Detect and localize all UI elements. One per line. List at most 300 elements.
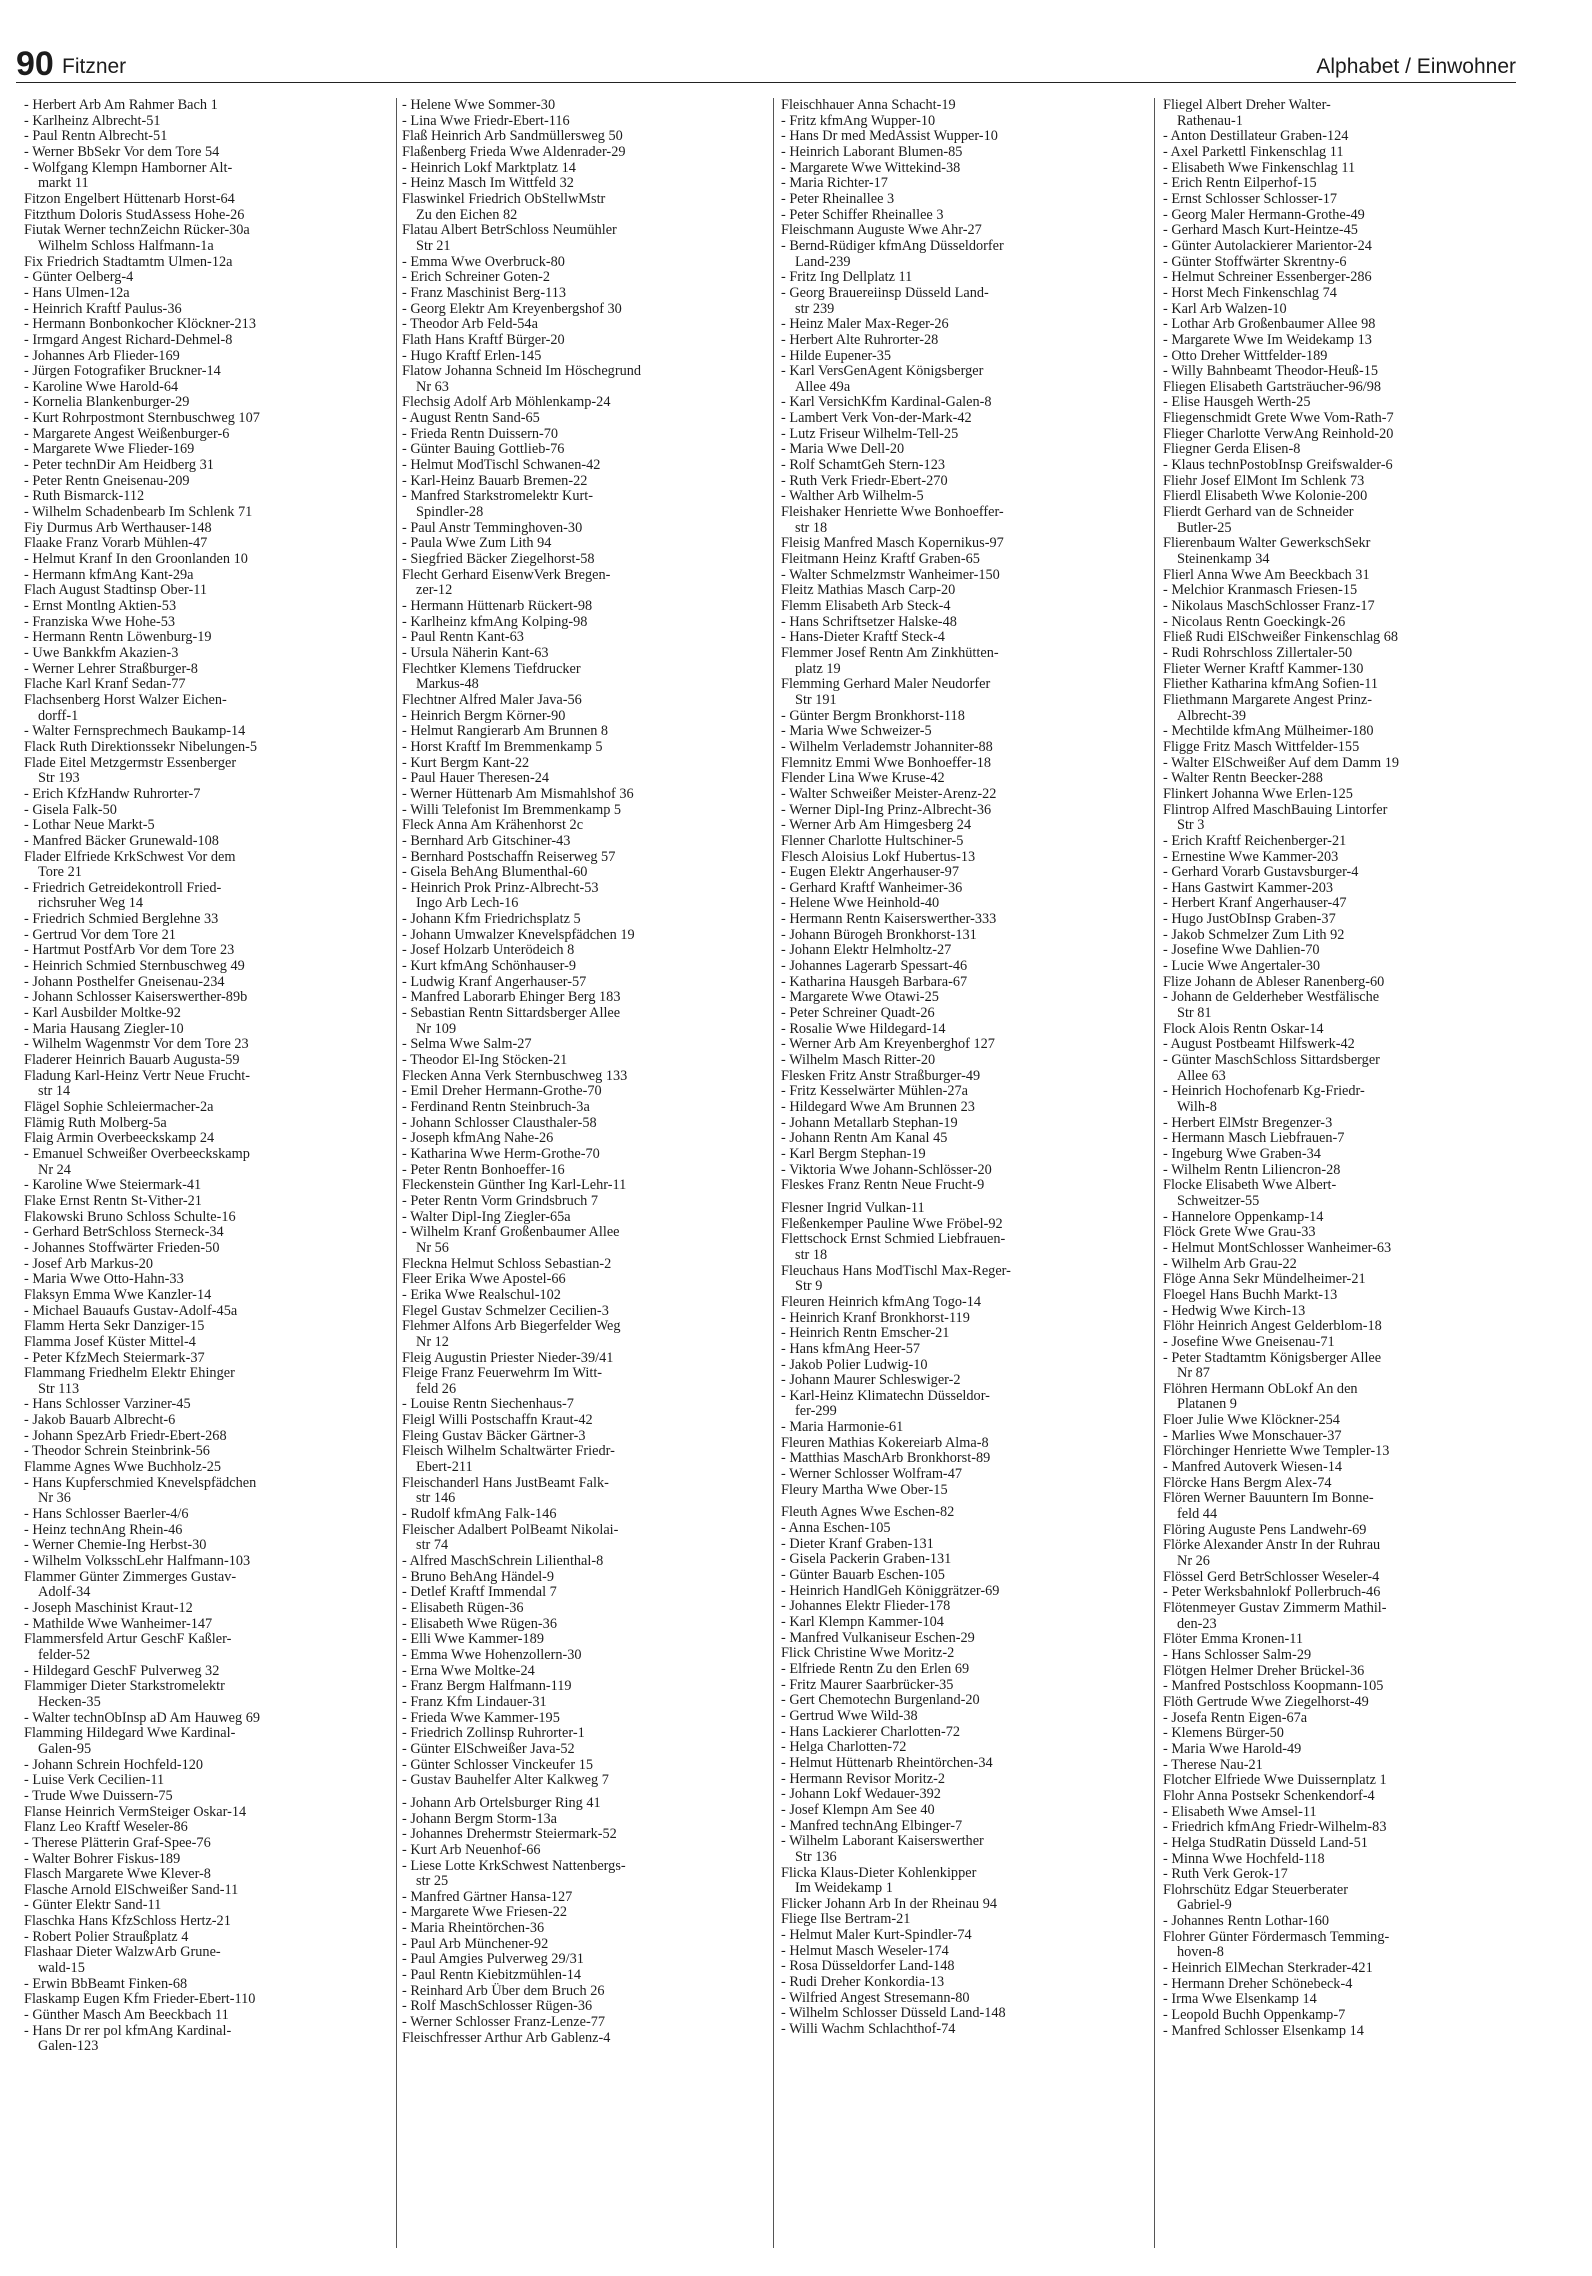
- directory-entry-line: Fliegenschmidt Grete Wwe Vom-Rath-7: [1163, 410, 1394, 427]
- directory-entry-line: Flämig Ruth Molberg-5a: [24, 1114, 167, 1131]
- directory-entry-line: - Elfriede Rentn Zu den Erlen 69: [781, 1660, 970, 1677]
- directory-entry-line: - Heinrich ElMechan Sterkrader-421: [1163, 1960, 1373, 1977]
- directory-entry-line: - Paul Rentn Albrecht-51: [24, 128, 168, 145]
- directory-entry-line: Steinenkamp 34: [1177, 551, 1270, 568]
- directory-entry-line: - Gerhard BetrSchloss Sterneck-34: [24, 1224, 224, 1241]
- directory-entry-line: - Erwin BbBeamt Finken-68: [24, 1975, 188, 1992]
- directory-entry-line: - Maria Wwe Otto-Hahn-33: [24, 1271, 184, 1288]
- directory-entry-line: - Nikolaus MaschSchlosser Franz-17: [1163, 598, 1375, 614]
- directory-entry-line: - Heinz Maler Max-Reger-26: [781, 316, 949, 333]
- directory-entry-line: - Gustav Bauhelfer Alter Kalkweg 7: [402, 1772, 609, 1789]
- directory-entry-line: - Klemens Bürger-50: [1163, 1725, 1284, 1742]
- directory-entry-line: - Johann Schlosser Clausthaler-58: [402, 1114, 597, 1131]
- directory-entry-line: - Johann Arb Ortelsburger Ring 41: [402, 1794, 601, 1811]
- directory-entry-line: - Uwe Bankkfm Akazien-3: [24, 644, 179, 661]
- directory-entry-line: Fleishaker Henriette Wwe Bonhoeffer-: [781, 504, 1004, 521]
- directory-entry-line: - Jakob Polier Ludwig-10: [781, 1356, 928, 1373]
- directory-entry-line: Nr 56: [416, 1239, 449, 1256]
- directory-entry-line: Fleskes Franz Rentn Neue Frucht-9: [781, 1177, 985, 1194]
- directory-entry-line: - Johann Bergm Storm-13a: [402, 1810, 557, 1827]
- directory-entry-line: Str 136: [795, 1848, 837, 1865]
- directory-entry-line: Flierdt Gerhard van de Schneider: [1163, 504, 1354, 521]
- directory-entry-line: - Reinhard Arb Über dem Bruch 26: [402, 1982, 605, 1999]
- directory-entry-line: - Johann Bürogeh Bronkhorst-131: [781, 926, 977, 943]
- directory-entry-line: - Melchior Kranmasch Friesen-15: [1163, 582, 1358, 599]
- directory-entry-line: - Ferdinand Rentn Steinbruch-3a: [402, 1099, 590, 1115]
- directory-entry-line: zer-12: [416, 582, 453, 599]
- directory-entry-line: Nr 63: [416, 378, 449, 395]
- directory-entry-line: - Werner Schlosser Franz-Lenze-77: [402, 2014, 606, 2031]
- directory-entry-line: - Ruth Bismarck-112: [24, 488, 145, 505]
- directory-entry-line: feld 44: [1177, 1506, 1218, 1523]
- directory-entry-line: Fleisch Wilhelm Schaltwärter Friedr-: [402, 1443, 615, 1460]
- directory-entry-line: - Paul Amgies Pulverweg 29/31: [402, 1951, 584, 1968]
- directory-entry-line: - Johannes Drehermstr Steiermark-52: [402, 1826, 617, 1843]
- directory-entry-line: - Hans Schriftsetzer Halske-48: [781, 613, 957, 630]
- directory-entry-line: - Hildegard Wwe Am Brunnen 23: [781, 1099, 975, 1115]
- directory-entry-line: - Friedrich Zollinsp Ruhrorter-1: [402, 1725, 585, 1742]
- directory-entry-line: - Peter Schreiner Quadt-26: [781, 1005, 935, 1022]
- directory-entry-line: - Johann Metallarb Stephan-19: [781, 1114, 958, 1131]
- directory-entry-line: - Fritz kfmAng Wupper-10: [781, 112, 936, 129]
- directory-entry-line: - Willi Wachm Schlachthof-74: [781, 2021, 956, 2038]
- directory-entry-line: - Hans Schlosser Salm-29: [1163, 1646, 1312, 1663]
- directory-entry-line: - Dieter Kranf Graben-131: [781, 1535, 934, 1552]
- directory-entry-line: Str 9: [795, 1278, 823, 1295]
- directory-column-3: [781, 98, 1147, 2248]
- directory-entry-line: - Karlheinz Albrecht-51: [24, 112, 161, 129]
- directory-entry-line: - Johann Kfm Friedrichsplatz 5: [402, 911, 581, 928]
- directory-entry-line: - Mathilde Wwe Wanheimer-147: [24, 1615, 213, 1632]
- directory-entry-line: Fiy Durmus Arb Werthauser-148: [24, 519, 212, 536]
- directory-entry-line: - Theodor Schrein Steinbrink-56: [24, 1443, 210, 1460]
- directory-entry-line: - Günther Masch Am Beeckbach 11: [24, 2007, 229, 2024]
- directory-entry-line: den-23: [1177, 1615, 1217, 1632]
- directory-entry-line: Flörke Alexander Anstr In der Ruhrau: [1163, 1537, 1381, 1554]
- directory-entry-line: - Klaus technPostobInsp Greifswalder-6: [1163, 457, 1393, 474]
- directory-entry-line: - Werner Dipl-Ing Prinz-Albrecht-36: [781, 801, 992, 818]
- directory-entry-line: - Kurt Bergm Kant-22: [402, 754, 530, 771]
- directory-entry-line: - Günter Bergm Bronkhorst-118: [781, 707, 965, 724]
- directory-entry-line: Flaßenberg Frieda Wwe Aldenrader-29: [402, 143, 626, 160]
- directory-entry-line: - Therese Nau-21: [1163, 1756, 1263, 1773]
- directory-entry-line: - Manfred Vulkaniseur Eschen-29: [781, 1629, 975, 1646]
- directory-entry-line: - Horst Kraftf Im Bremmenkamp 5: [402, 738, 603, 755]
- directory-entry-line: - Georg Brauereiinsp Düsseld Land-: [781, 284, 989, 301]
- directory-entry-line: - Hans Schlosser Varziner-45: [24, 1396, 191, 1413]
- column-divider: [1154, 98, 1155, 2248]
- directory-entry-line: - Friedrich Schmied Berglehne 33: [24, 911, 219, 928]
- directory-entry-line: - Siegfried Bäcker Ziegelhorst-58: [402, 551, 595, 568]
- directory-entry-line: - Jakob Bauarb Albrecht-6: [24, 1412, 176, 1429]
- directory-entry-line: Fladung Karl-Heinz Vertr Neue Frucht-: [24, 1067, 251, 1084]
- directory-entry-line: Flader Elfriede KrkSchwest Vor dem: [24, 848, 236, 865]
- directory-entry-line: Flöring Auguste Pens Landwehr-69: [1163, 1521, 1367, 1538]
- directory-entry-line: Flörchinger Henriette Wwe Templer-13: [1163, 1443, 1390, 1460]
- directory-entry-line: - Fritz Kesselwärter Mühlen-27a: [781, 1083, 968, 1100]
- directory-entry-line: Flechsig Adolf Arb Möhlenkamp-24: [402, 394, 611, 411]
- directory-entry-line: - Hans Lackierer Charlotten-72: [781, 1723, 961, 1740]
- directory-entry-line: - Helene Wwe Heinhold-40: [781, 895, 940, 912]
- directory-entry-line: - Manfred Autoverk Wiesen-14: [1163, 1459, 1343, 1476]
- directory-entry-line: - Helga StudRatin Düsseld Land-51: [1163, 1834, 1368, 1851]
- directory-entry-line: - Günter MaschSchloss Sittardsberger: [1163, 1052, 1380, 1069]
- directory-entry-line: - Karl Arb Walzen-10: [1163, 300, 1287, 317]
- directory-entry-line: Land-239: [795, 253, 851, 270]
- directory-entry-line: - Helmut ModTischl Schwanen-42: [402, 457, 601, 474]
- directory-entry-line: Flinkert Johanna Wwe Erlen-125: [1163, 785, 1353, 802]
- directory-entry-line: - Johann SpezArb Friedr-Ebert-268: [24, 1427, 227, 1444]
- directory-entry-line: Flaksyn Emma Wwe Kanzler-14: [24, 1286, 212, 1303]
- directory-entry-line: - Lothar Neue Markt-5: [24, 817, 155, 834]
- directory-entry-line: hoven-8: [1177, 1944, 1224, 1961]
- directory-entry-line: - Johann Maurer Schleswiger-2: [781, 1372, 961, 1389]
- directory-entry-line: Flasche Arnold ElSchweißer Sand-11: [24, 1881, 239, 1898]
- directory-entry-line: - Walter Dipl-Ing Ziegler-65a: [402, 1208, 571, 1225]
- directory-entry-line: - Georg Maler Hermann-Grothe-49: [1163, 206, 1365, 223]
- directory-entry-line: Fleitmann Heinz Kraftf Graben-65: [781, 551, 980, 568]
- directory-entry-line: Flach August Stadtinsp Ober-11: [24, 582, 208, 599]
- directory-entry-line: Flenner Charlotte Hultschiner-5: [781, 832, 964, 849]
- directory-entry-line: - Hans kfmAng Heer-57: [781, 1340, 921, 1357]
- directory-entry-line: - Margarete Wwe Flieder-169: [24, 441, 195, 458]
- directory-entry-line: - Erich Rentn Eilperhof-15: [1163, 175, 1317, 192]
- directory-entry-line: Fleischmann Auguste Wwe Ahr-27: [781, 222, 982, 239]
- directory-entry-line: Flöth Gertrude Wwe Ziegelhorst-49: [1163, 1693, 1369, 1710]
- directory-entry-line: - Werner Chemie-Ing Herbst-30: [24, 1537, 207, 1554]
- directory-entry-line: - Minna Wwe Hochfeld-118: [1163, 1850, 1325, 1867]
- directory-entry-line: Flintrop Alfred MaschBauing Lintorfer: [1163, 801, 1388, 818]
- directory-entry-line: Flotcher Elfriede Wwe Duissernplatz 1: [1163, 1772, 1387, 1789]
- directory-entry-line: - Bernhard Arb Gitschiner-43: [402, 832, 571, 849]
- directory-entry-line: - Rudi Rohrschloss Zillertaler-50: [1163, 644, 1353, 661]
- directory-entry-line: - Robert Polier Straußplatz 4: [24, 1928, 189, 1945]
- directory-entry-line: - Elisabeth Rügen-36: [402, 1600, 524, 1616]
- directory-entry-line: - Ruth Verk Gerok-17: [1163, 1866, 1288, 1883]
- directory-entry-line: - Eugen Elektr Angerhauser-97: [781, 864, 959, 881]
- directory-entry-line: Flammiger Dieter Starkstromelektr: [24, 1678, 225, 1695]
- directory-entry-line: - Elise Hausgeh Werth-25: [1163, 394, 1311, 411]
- directory-entry-line: Flöter Emma Kronen-11: [1163, 1631, 1304, 1648]
- page-number: 90: [16, 45, 54, 83]
- directory-entry-line: - Günter Bauarb Eschen-105: [781, 1567, 945, 1584]
- directory-entry-line: - Manfred Schlosser Elsenkamp 14: [1163, 2022, 1364, 2039]
- directory-entry-line: - Ludwig Kranf Angerhauser-57: [402, 973, 587, 990]
- directory-entry-line: - Gerhard Kraftf Wanheimer-36: [781, 879, 963, 896]
- directory-entry-line: Markus-48: [416, 676, 479, 693]
- directory-entry-line: - Elisabeth Wwe Amsel-11: [1163, 1803, 1317, 1820]
- directory-entry-line: - Lambert Verk Von-der-Mark-42: [781, 410, 972, 427]
- directory-entry-line: - Anna Eschen-105: [781, 1520, 891, 1537]
- directory-entry-line: - Rudi Dreher Konkordia-13: [781, 1974, 945, 1991]
- directory-entry-line: Fliethmann Margarete Angest Prinz-: [1163, 691, 1372, 708]
- directory-entry-line: - Jakob Schmelzer Zum Lith 92: [1163, 926, 1345, 943]
- directory-entry-line: - Hannelore Oppenkamp-14: [1163, 1208, 1324, 1225]
- directory-entry-line: Flohrer Günter Fördermasch Temming-: [1163, 1928, 1390, 1945]
- directory-entry-line: - Maria Wwe Dell-20: [781, 441, 905, 458]
- directory-entry-line: - Elisabeth Wwe Rügen-36: [402, 1615, 557, 1632]
- directory-entry-line: - Katharina Hausgeh Barbara-67: [781, 973, 968, 990]
- directory-entry-line: - Margarete Wwe Im Weidekamp 13: [1163, 331, 1372, 348]
- directory-entry-line: - Wilhelm Rentn Liliencron-28: [1163, 1161, 1341, 1178]
- directory-entry-line: - Johann Lokf Wedauer-392: [781, 1786, 941, 1803]
- directory-entry-line: str 239: [795, 300, 835, 317]
- directory-entry-line: - Helmut Rangierarb Am Brunnen 8: [402, 723, 609, 740]
- directory-entry-line: - Herbert Alte Ruhrorter-28: [781, 331, 939, 348]
- directory-entry-line: Adolf-34: [38, 1584, 91, 1601]
- directory-entry-line: Flötgen Helmer Dreher Brückel-36: [1163, 1662, 1365, 1679]
- directory-entry-line: Nr 87: [1177, 1365, 1210, 1382]
- directory-entry-line: Flohr Anna Postsekr Schenkendorf-4: [1163, 1787, 1375, 1804]
- directory-entry-line: - Heinz Masch Im Wittfeld 32: [402, 175, 574, 192]
- directory-entry-line: - Wilhelm Kranf Großenbaumer Allee: [402, 1224, 620, 1241]
- directory-entry-line: Flatau Albert BetrSchloss Neumühler: [402, 222, 617, 239]
- directory-entry-line: - Gisela Falk-50: [24, 801, 117, 818]
- directory-entry-line: - Gertrud Wwe Wild-38: [781, 1707, 918, 1724]
- directory-entry-line: Flaswinkel Friedrich ObStellwMstr: [402, 190, 606, 207]
- directory-entry-line: - Margarete Wwe Wittekind-38: [781, 159, 961, 176]
- directory-entry-line: - Joseph kfmAng Nahe-26: [402, 1130, 554, 1147]
- directory-entry-line: Fliehr Josef ElMont Im Schlenk 73: [1163, 472, 1365, 489]
- directory-entry-line: Fleing Gustav Bäcker Gärtner-3: [402, 1427, 586, 1444]
- directory-entry-line: - Mechtilde kfmAng Mülheimer-180: [1163, 723, 1374, 740]
- directory-entry-line: Flören Werner Bauuntern Im Bonne-: [1163, 1490, 1374, 1507]
- directory-entry-line: dorff-1: [38, 707, 79, 724]
- directory-entry-line: Hecken-35: [38, 1693, 101, 1710]
- directory-entry-line: - Heinrich Prok Prinz-Albrecht-53: [402, 879, 599, 896]
- directory-entry-line: Flakowski Bruno Schloss Schulte-16: [24, 1208, 236, 1225]
- directory-entry-line: - Wilhelm Schadenbearb Im Schlenk 71: [24, 504, 253, 521]
- directory-entry-line: - Gerhard Vorarb Gustavsburger-4: [1163, 864, 1359, 881]
- directory-entry-line: - Luise Verk Cecilien-11: [24, 1772, 165, 1789]
- directory-entry-line: - Werner Arb Am Himgesberg 24: [781, 817, 972, 834]
- directory-entry-line: - Josef Holzarb Unterödeich 8: [402, 942, 575, 959]
- directory-entry-line: - Josefa Rentn Eigen-67a: [1163, 1709, 1308, 1726]
- directory-entry-line: Fitzthum Doloris StudAssess Hohe-26: [24, 206, 245, 223]
- directory-entry-line: - Fritz Ing Dellplatz 11: [781, 269, 913, 286]
- directory-entry-line: Flanse Heinrich VermSteiger Oskar-14: [24, 1803, 247, 1820]
- directory-entry-line: - Irmgard Angest Richard-Dehmel-8: [24, 331, 233, 348]
- directory-entry-line: Flierl Anna Wwe Am Beeckbach 31: [1163, 566, 1370, 583]
- directory-entry-line: Nr 12: [416, 1333, 449, 1350]
- directory-entry-line: - Therese Plätterin Graf-Spee-76: [24, 1834, 211, 1851]
- directory-entry-line: - Johannes Elektr Flieder-178: [781, 1598, 951, 1615]
- directory-entry-line: - Nicolaus Rentn Goeckingk-26: [1163, 613, 1346, 630]
- directory-entry-line: Flöck Grete Wwe Grau-33: [1163, 1224, 1316, 1241]
- directory-entry-line: - Johann Rentn Am Kanal 45: [781, 1130, 948, 1147]
- directory-entry-line: Fleuchaus Hans ModTischl Max-Reger-: [781, 1262, 1011, 1279]
- directory-entry-line: - Paul Arb Münchener-92: [402, 1935, 549, 1952]
- directory-entry-line: - Karl Ausbilder Moltke-92: [24, 1005, 181, 1022]
- directory-entry-line: Nr 109: [416, 1020, 457, 1037]
- directory-entry-line: - Josef Klempn Am See 40: [781, 1801, 935, 1818]
- directory-entry-line: - Elli Wwe Kammer-189: [402, 1631, 544, 1648]
- directory-entry-line: - Günter Bauing Gottlieb-76: [402, 441, 565, 458]
- directory-entry-line: Fleck Anna Am Krähenhorst 2c: [402, 817, 584, 834]
- directory-entry-line: - Herbert Kranf Angerhauser-47: [1163, 895, 1347, 912]
- directory-entry-line: feld 26: [416, 1380, 457, 1397]
- page-header: [16, 46, 1516, 83]
- directory-entry-line: - Paula Wwe Zum Lith 94: [402, 535, 552, 552]
- directory-entry-line: - Günter ElSchweißer Java-52: [402, 1740, 575, 1757]
- directory-entry-line: - Karl VersichKfm Kardinal-Galen-8: [781, 394, 992, 411]
- directory-entry-line: Nr 26: [1177, 1553, 1210, 1570]
- directory-entry-line: str 146: [416, 1490, 456, 1507]
- directory-entry-line: Fleischanderl Hans JustBeamt Falk-: [402, 1474, 609, 1491]
- directory-entry-line: - Franz Kfm Lindauer-31: [402, 1693, 547, 1710]
- directory-entry-line: - Peter Rentn Gneisenau-209: [24, 472, 190, 489]
- directory-entry-line: Flaig Armin Overbeeckskamp 24: [24, 1130, 215, 1147]
- directory-entry-line: - Peter Werksbahnlokf Pollerbruch-46: [1163, 1584, 1381, 1601]
- directory-entry-line: Flammer Günter Zimmerges Gustav-: [24, 1568, 237, 1585]
- directory-entry-line: - Helmut Schreiner Essenberger-286: [1163, 269, 1372, 286]
- directory-entry-line: Im Weidekamp 1: [795, 1880, 893, 1897]
- directory-entry-line: Flanz Leo Kraftf Weseler-86: [24, 1819, 188, 1836]
- directory-entry-line: - Hermann kfmAng Kant-29a: [24, 566, 194, 583]
- directory-entry-line: - Erich KfzHandw Ruhrorter-7: [24, 785, 201, 802]
- directory-entry-line: - Josefine Wwe Gneisenau-71: [1163, 1333, 1335, 1350]
- directory-entry-line: Floegel Hans Buchh Markt-13: [1163, 1286, 1338, 1303]
- directory-column-1: [24, 98, 390, 2248]
- directory-entry-line: Flender Lina Wwe Kruse-42: [781, 770, 945, 787]
- directory-entry-line: Wilh-8: [1177, 1099, 1217, 1115]
- directory-entry-line: - Johann Umwalzer Knevelspfädchen 19: [402, 926, 635, 943]
- column-divider: [773, 98, 774, 2248]
- directory-entry-line: - Wolfgang Klempn Hamborner Alt-: [24, 159, 233, 176]
- directory-entry-line: Flaß Heinrich Arb Sandmüllersweg 50: [402, 128, 623, 145]
- directory-entry-line: - Fritz Maurer Saarbrücker-35: [781, 1676, 954, 1693]
- directory-entry-line: - Peter Stadtamtm Königsberger Allee: [1163, 1349, 1382, 1366]
- directory-entry-line: - Viktoria Wwe Johann-Schlösser-20: [781, 1161, 992, 1178]
- directory-entry-line: - Gisela Packerin Graben-131: [781, 1551, 952, 1568]
- directory-entry-line: Fließ Rudi ElSchweißer Finkenschlag 68: [1163, 629, 1399, 646]
- directory-entry-line: str 14: [38, 1083, 71, 1100]
- directory-entry-line: Flieter Werner Kraftf Kammer-130: [1163, 660, 1364, 677]
- directory-entry-line: Flachsenberg Horst Walzer Eichen-: [24, 691, 227, 708]
- directory-entry-line: - Maria Wwe Harold-49: [1163, 1740, 1302, 1757]
- directory-entry-line: - Irma Wwe Elsenkamp 14: [1163, 1991, 1317, 2008]
- directory-entry-line: Flesken Fritz Anstr Straßburger-49: [781, 1067, 981, 1084]
- directory-entry-line: - Peter Schiffer Rheinallee 3: [781, 206, 944, 223]
- directory-entry-line: - Liese Lotte KrkSchwest Nattenbergs-: [402, 1857, 626, 1874]
- directory-entry-line: - Peter Rheinallee 3: [781, 190, 895, 207]
- directory-entry-line: - Johannes Lagerarb Spessart-46: [781, 958, 968, 975]
- directory-entry-line: Galen-95: [38, 1740, 92, 1757]
- directory-entry-line: Spindler-28: [416, 504, 484, 521]
- directory-entry-line: Fleisig Manfred Masch Kopernikus-97: [781, 535, 1004, 552]
- directory-entry-line: Tore 21: [38, 864, 82, 881]
- directory-entry-line: - Walter Rentn Beecker-288: [1163, 770, 1323, 787]
- directory-entry-line: Fliegner Gerda Elisen-8: [1163, 441, 1301, 458]
- directory-entry-line: - Gertrud Vor dem Tore 21: [24, 926, 176, 943]
- directory-entry-line: - Anton Destillateur Graben-124: [1163, 128, 1349, 145]
- directory-entry-line: Flicker Johann Arb In der Rheinau 94: [781, 1895, 997, 1912]
- directory-entry-line: - Hermann Bonbonkocher Klöckner-213: [24, 316, 256, 333]
- directory-entry-line: - Lothar Arb Großenbaumer Allee 98: [1163, 316, 1376, 333]
- directory-entry-line: - Karl VersGenAgent Königsberger: [781, 363, 984, 380]
- directory-entry-line: - Alfred MaschSchrein Lilienthal-8: [402, 1553, 604, 1570]
- directory-entry-line: str 18: [795, 519, 828, 536]
- directory-entry-line: - Herbert Arb Am Rahmer Bach 1: [24, 98, 218, 113]
- directory-entry-line: - Heinrich Lokf Marktplatz 14: [402, 159, 576, 176]
- directory-entry-line: - Ursula Näherin Kant-63: [402, 644, 549, 661]
- directory-entry-line: - Hugo JustObInsp Graben-37: [1163, 911, 1336, 928]
- directory-entry-line: - Karlheinz kfmAng Kolping-98: [402, 613, 588, 630]
- directory-entry-line: - Theodor El-Ing Stöcken-21: [402, 1052, 568, 1069]
- directory-entry-line: Flack Ruth Direktionssekr Nibelungen-5: [24, 738, 258, 755]
- directory-entry-line: Str 191: [795, 691, 837, 708]
- directory-entry-line: Flize Johann de Ableser Ranenberg-60: [1163, 973, 1385, 990]
- directory-entry-line: - Josefine Wwe Dahlien-70: [1163, 942, 1320, 959]
- directory-entry-line: Flamma Josef Küster Mittel-4: [24, 1333, 196, 1350]
- directory-entry-line: Fliegel Albert Dreher Walter-: [1163, 98, 1331, 113]
- directory-entry-line: - Josef Arb Markus-20: [24, 1255, 154, 1272]
- directory-entry-line: - Walter Fernsprechmech Baukamp-14: [24, 723, 246, 740]
- directory-entry-line: - Georg Elektr Am Kreyenbergshof 30: [402, 300, 622, 317]
- directory-entry-line: Allee 49a: [795, 378, 851, 395]
- directory-entry-line: Flöhren Hermann ObLokf An den: [1163, 1380, 1358, 1397]
- directory-entry-line: Flammersfeld Artur GeschF Kaßler-: [24, 1631, 232, 1648]
- directory-entry-line: - Hans Gastwirt Kammer-203: [1163, 879, 1334, 896]
- directory-entry-line: Fix Friedrich Stadtamtm Ulmen-12a: [24, 253, 233, 270]
- directory-entry-line: Fligge Fritz Masch Wittfelder-155: [1163, 738, 1360, 755]
- directory-entry-line: - Matthias MaschArb Bronkhorst-89: [781, 1450, 991, 1467]
- directory-column-2: [402, 98, 766, 2248]
- directory-entry-line: Flaake Franz Vorarb Mühlen-47: [24, 535, 208, 552]
- directory-entry-line: - Wilhelm Laborant Kaiserswerther: [781, 1833, 984, 1850]
- directory-entry-line: Flöhr Heinrich Angest Gelderblom-18: [1163, 1318, 1382, 1335]
- directory-entry-line: - Johann Elektr Helmholtz-27: [781, 942, 952, 959]
- directory-entry-line: Allee 63: [1177, 1067, 1226, 1084]
- directory-entry-line: Butler-25: [1177, 519, 1232, 536]
- directory-entry-line: - Helmut Maler Kurt-Spindler-74: [781, 1927, 972, 1944]
- directory-entry-line: - Rudolf kfmAng Falk-146: [402, 1506, 557, 1523]
- directory-entry-line: Str 113: [38, 1380, 80, 1397]
- directory-entry-line: - Trude Wwe Duissern-75: [24, 1787, 173, 1804]
- directory-entry-line: - Wilhelm VolksschLehr Halfmann-103: [24, 1553, 251, 1570]
- directory-entry-line: - Heinrich Bergm Körner-90: [402, 707, 566, 724]
- directory-entry-line: - Hans Ulmen-12a: [24, 284, 130, 301]
- directory-entry-line: - Margarete Wwe Friesen-22: [402, 1904, 568, 1921]
- directory-entry-line: Flammang Friedhelm Elektr Ehinger: [24, 1365, 235, 1382]
- directory-entry-line: Flierenbaum Walter GewerkschSekr: [1163, 535, 1371, 552]
- directory-column-4: [1163, 98, 1517, 2248]
- directory-entry-line: - Karl Bergm Stephan-19: [781, 1145, 926, 1162]
- directory-entry-line: Fleige Franz Feuerwehrm Im Witt-: [402, 1365, 603, 1382]
- directory-entry-line: - Bernd-Rüdiger kfmAng Düsseldorfer: [781, 237, 1004, 254]
- directory-entry-line: Flock Alois Rentn Oskar-14: [1163, 1020, 1324, 1037]
- directory-entry-line: Gabriel-9: [1177, 1897, 1232, 1914]
- directory-entry-line: - Paul Rentn Kiebitzmühlen-14: [402, 1967, 582, 1984]
- directory-entry-line: - Gert Chemotechn Burgenland-20: [781, 1692, 980, 1709]
- directory-entry-line: - Margarete Angest Weißenburger-6: [24, 425, 230, 442]
- directory-entry-line: - Werner Schlosser Wolfram-47: [781, 1466, 962, 1483]
- directory-entry-line: - August Postbeamt Hilfswerk-42: [1163, 1036, 1355, 1053]
- directory-entry-line: - Hedwig Wwe Kirch-13: [1163, 1302, 1306, 1319]
- directory-entry-line: Flamme Agnes Wwe Buchholz-25: [24, 1459, 222, 1476]
- directory-entry-line: Flemnitz Emmi Wwe Bonhoeffer-18: [781, 754, 992, 771]
- directory-entry-line: - Heinrich Hochofenarb Kg-Friedr-: [1163, 1083, 1365, 1100]
- directory-entry-line: - Wilhelm Masch Ritter-20: [781, 1052, 936, 1069]
- directory-entry-line: - Ernestine Wwe Kammer-203: [1163, 848, 1339, 865]
- directory-entry-line: - Maria Rheintörchen-36: [402, 1920, 545, 1937]
- directory-entry-line: str 18: [795, 1246, 828, 1263]
- directory-entry-line: - Jürgen Fotografiker Bruckner-14: [24, 363, 221, 380]
- directory-entry-line: - Peter Rentn Vorm Grindsbruch 7: [402, 1192, 599, 1209]
- directory-entry-line: - Rolf SchamtGeh Stern-123: [781, 457, 945, 474]
- directory-entry-line: richsruher Weg 14: [38, 895, 143, 912]
- directory-entry-line: - Ernst Schlosser Schlosser-17: [1163, 190, 1338, 207]
